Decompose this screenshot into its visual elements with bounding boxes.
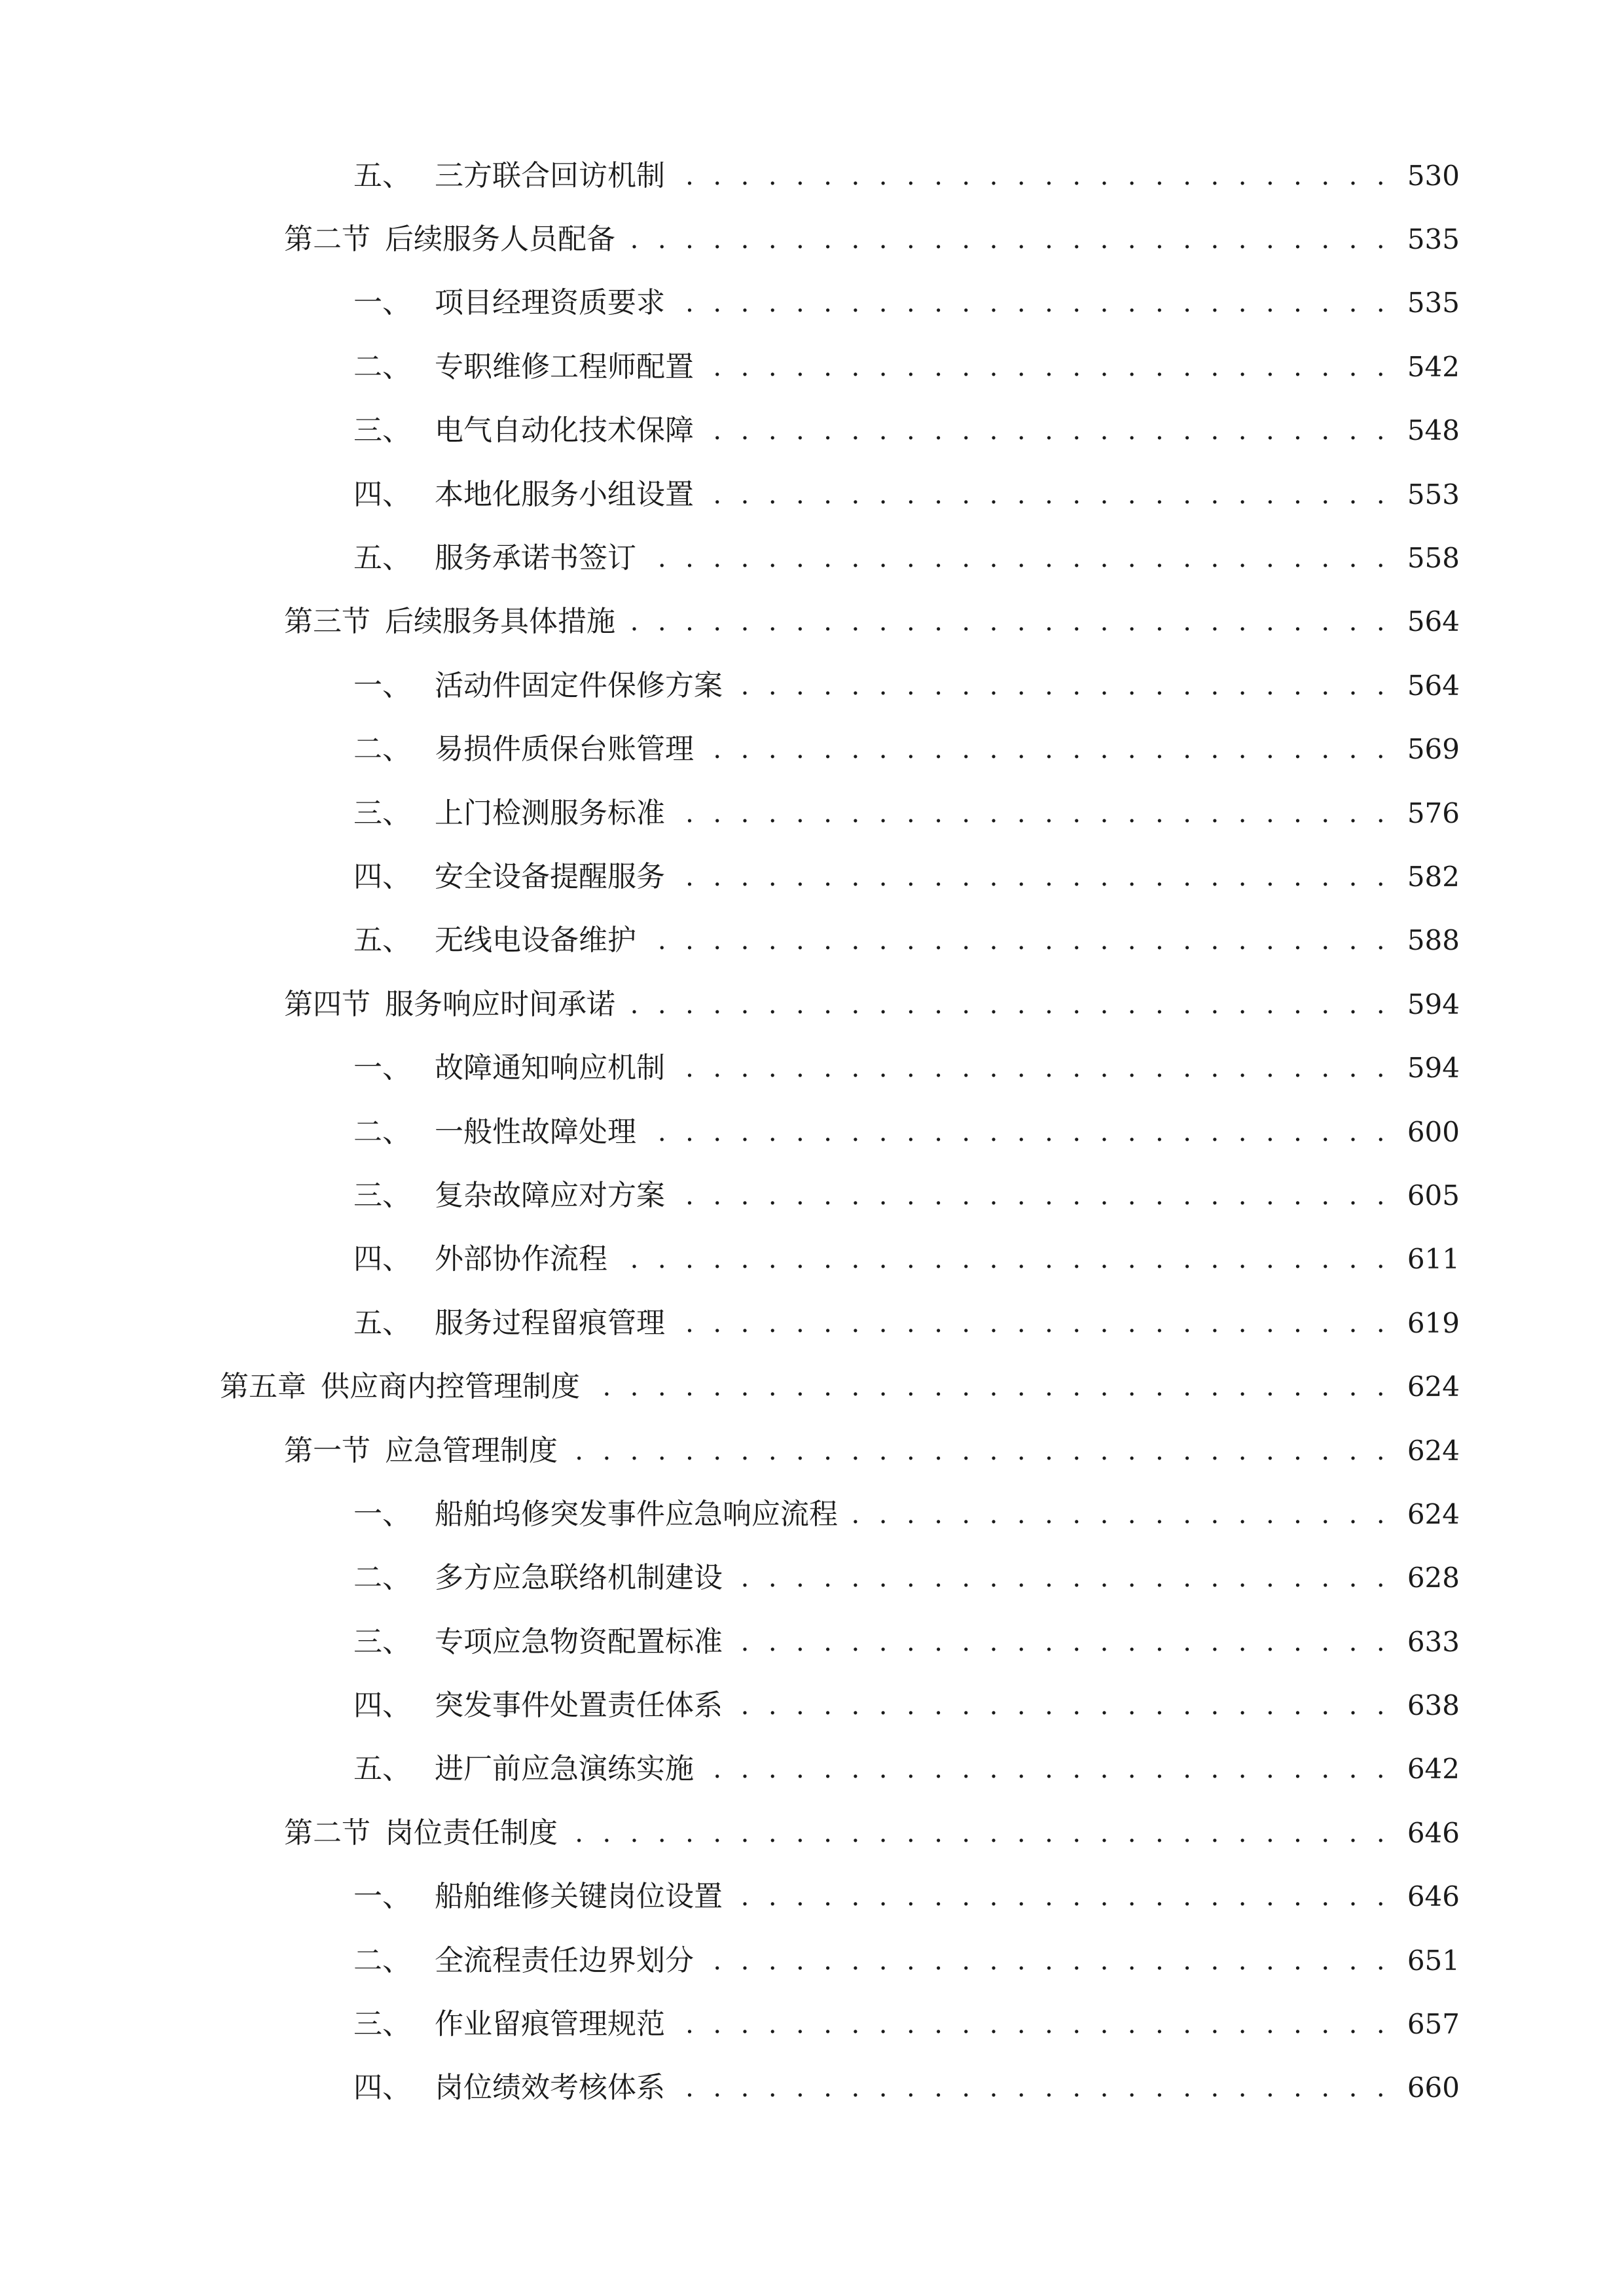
toc-entry-text (353, 1561, 727, 1595)
toc-entry-item[interactable] (0, 1228, 1624, 1291)
toc-entry-marker: 二、 (353, 1943, 411, 1977)
toc-entry-marker: 四、 (353, 2071, 411, 2105)
toc-entry-chapter[interactable] (0, 1355, 1624, 1418)
toc-entry-marker: 第五章 (220, 1370, 306, 1404)
toc-entry-title: 服务响应时间承诺 (385, 987, 615, 1021)
toc-entry-item[interactable] (0, 1291, 1624, 1355)
toc-page-number: 576 (1407, 797, 1460, 829)
toc-dot-leader (562, 1437, 1390, 1465)
toc-entry-text (353, 1752, 698, 1786)
toc-entry-marker: 四、 (353, 859, 411, 893)
toc-dot-leader (619, 990, 1390, 1019)
toc-page-number: 564 (1407, 605, 1460, 638)
toc-entry-title: 专项应急物资配置标准 (435, 1624, 723, 1659)
toc-entry-text (353, 924, 640, 958)
toc-dot-leader (669, 2073, 1390, 2102)
toc-dot-leader (669, 799, 1390, 828)
toc-entry-title: 三方联合回访机制 (435, 158, 665, 192)
toc-entry-title: 故障通知响应机制 (435, 1051, 665, 1085)
toc-entry-text (353, 1624, 727, 1659)
toc-entry-marker: 一、 (353, 668, 411, 702)
toc-entry-marker: 四、 (353, 477, 411, 511)
toc-dot-leader (727, 1882, 1390, 1911)
toc-page-number: 624 (1407, 1434, 1460, 1467)
toc-page-number: 594 (1407, 988, 1460, 1020)
toc-entry-title: 易损件质保台账管理 (435, 732, 694, 766)
toc-page-number: 600 (1407, 1115, 1460, 1148)
toc-dot-leader (698, 1946, 1390, 1975)
toc-entry-text (353, 1497, 842, 1531)
toc-entry-title: 岗位责任制度 (385, 1816, 558, 1850)
toc-entry-text (353, 1306, 669, 1340)
toc-entry-text (353, 1051, 669, 1085)
toc-entry-item[interactable] (0, 1992, 1624, 2056)
toc-page-number: 619 (1407, 1306, 1460, 1339)
toc-entry-title: 安全设备提醒服务 (435, 859, 665, 893)
toc-dot-leader (842, 1500, 1390, 1529)
toc-entry-section[interactable] (0, 973, 1624, 1036)
toc-entry-text (284, 1816, 562, 1850)
toc-entry-item[interactable] (0, 335, 1624, 399)
toc-entry-title: 外部协作流程 (435, 1242, 607, 1276)
toc-entry-marker: 二、 (353, 732, 411, 766)
toc-page-number: 588 (1407, 924, 1460, 957)
toc-page-number: 651 (1407, 1944, 1460, 1977)
toc-entry-title: 作业留痕管理规范 (435, 2007, 665, 2041)
toc-entry-text (353, 796, 669, 830)
toc-entry-title: 船舶坞修突发事件应急响应流程 (435, 1497, 838, 1531)
toc-dot-leader (669, 162, 1390, 190)
toc-page-number: 535 (1407, 223, 1460, 256)
toc-entry-text (353, 1178, 669, 1212)
toc-entry-text (284, 1433, 562, 1467)
toc-entry-title: 全流程责任边界划分 (435, 1943, 694, 1977)
toc-entry-item[interactable] (0, 1164, 1624, 1227)
toc-page-number: 542 (1407, 350, 1460, 383)
toc-page-number: 624 (1407, 1371, 1460, 1403)
toc-entry-marker: 一、 (353, 1051, 411, 1085)
toc-dot-leader (640, 1118, 1390, 1147)
toc-entry-title: 服务承诺书签订 (435, 541, 636, 575)
toc-dot-leader (669, 1309, 1390, 1338)
toc-entry-section[interactable] (0, 1419, 1624, 1482)
toc-entry-marker: 第一节 (284, 1433, 370, 1467)
toc-entry-text (353, 859, 669, 893)
toc-page-number: 535 (1407, 287, 1460, 319)
toc-entry-title: 后续服务具体措施 (385, 605, 615, 639)
toc-entry-marker: 第二节 (284, 223, 370, 257)
toc-dot-leader (727, 1564, 1390, 1592)
toc-entry-text (353, 414, 698, 448)
toc-entry-marker: 三、 (353, 796, 411, 830)
toc-entry-title: 电气自动化技术保障 (435, 414, 694, 448)
toc-entry-marker: 第二节 (284, 1816, 370, 1850)
toc-dot-leader (727, 1628, 1390, 1657)
toc-dot-leader (727, 1691, 1390, 1720)
table-of-contents (0, 144, 1624, 2120)
toc-page-number: 660 (1407, 2072, 1460, 2104)
toc-entry-marker: 二、 (353, 1561, 411, 1595)
toc-entry-item[interactable] (0, 2056, 1624, 2120)
toc-entry-marker: 五、 (353, 924, 411, 958)
toc-entry-marker: 一、 (353, 1497, 411, 1531)
toc-entry-title: 进厂前应急演练实施 (435, 1752, 694, 1786)
toc-entry-title: 专职维修工程师配置 (435, 350, 694, 384)
toc-page-number: 628 (1407, 1562, 1460, 1594)
toc-entry-text (353, 732, 698, 766)
toc-dot-leader (562, 1819, 1390, 1848)
toc-entry-item[interactable] (0, 1482, 1624, 1546)
toc-dot-leader (698, 353, 1390, 382)
toc-entry-marker: 第三节 (284, 605, 370, 639)
toc-page-number: 633 (1407, 1625, 1460, 1658)
toc-dot-leader (584, 1372, 1390, 1401)
toc-entry-item[interactable] (0, 781, 1624, 845)
toc-entry-item[interactable] (0, 1738, 1624, 1801)
toc-entry-marker: 四、 (353, 1689, 411, 1723)
toc-page-number: 553 (1407, 478, 1460, 511)
toc-entry-marker: 二、 (353, 350, 411, 384)
toc-entry-text (284, 605, 619, 639)
toc-dot-leader (669, 2010, 1390, 2039)
toc-entry-marker: 一、 (353, 1880, 411, 1914)
toc-entry-marker: 三、 (353, 2007, 411, 2041)
toc-entry-text (353, 477, 698, 511)
toc-page-number: 638 (1407, 1689, 1460, 1722)
toc-entry-title: 无线电设备维护 (435, 924, 636, 958)
toc-page-number: 624 (1407, 1498, 1460, 1530)
toc-entry-title: 船舶维修关键岗位设置 (435, 1880, 723, 1914)
toc-page-number: 530 (1407, 159, 1460, 192)
toc-entry-title: 服务过程留痕管理 (435, 1306, 665, 1340)
toc-entry-text (353, 1880, 727, 1914)
toc-entry-title: 项目经理资质要求 (435, 286, 665, 320)
toc-entry-text (284, 223, 619, 257)
toc-entry-item[interactable] (0, 399, 1624, 463)
toc-entry-section[interactable] (0, 590, 1624, 654)
toc-entry-marker: 第四节 (284, 987, 370, 1021)
toc-entry-marker: 三、 (353, 1178, 411, 1212)
toc-entry-text (353, 1689, 727, 1723)
toc-entry-title: 后续服务人员配备 (385, 223, 615, 257)
toc-page-number: 558 (1407, 542, 1460, 575)
toc-entry-marker: 四、 (353, 1242, 411, 1276)
toc-entry-item[interactable] (0, 909, 1624, 973)
toc-entry-text (353, 668, 727, 702)
toc-dot-leader (611, 1245, 1390, 1274)
toc-entry-marker: 二、 (353, 1115, 411, 1149)
toc-entry-text (220, 1370, 584, 1404)
toc-entry-item[interactable] (0, 526, 1624, 590)
toc-page-number: 657 (1407, 2008, 1460, 2041)
toc-page-number: 605 (1407, 1179, 1460, 1211)
toc-entry-text (353, 2007, 669, 2041)
toc-entry-text (353, 286, 669, 320)
toc-page-number: 646 (1407, 1816, 1460, 1849)
toc-entry-text (353, 541, 640, 575)
toc-entry-marker: 五、 (353, 541, 411, 575)
toc-page-number: 582 (1407, 860, 1460, 893)
toc-entry-title: 复杂故障应对方案 (435, 1178, 665, 1212)
toc-dot-leader (698, 416, 1390, 445)
toc-page-number: 611 (1407, 1243, 1460, 1276)
toc-dot-leader (698, 1755, 1390, 1784)
toc-page-number: 569 (1407, 733, 1460, 766)
toc-entry-item[interactable] (0, 1036, 1624, 1100)
toc-page-number: 564 (1407, 669, 1460, 702)
toc-entry-item[interactable] (0, 718, 1624, 781)
toc-entry-item[interactable] (0, 1610, 1624, 1674)
toc-dot-leader (727, 672, 1390, 700)
toc-entry-item[interactable] (0, 1100, 1624, 1164)
toc-entry-title: 活动件固定件保修方案 (435, 668, 723, 702)
toc-entry-title: 突发事件处置责任体系 (435, 1689, 723, 1723)
toc-entry-item[interactable] (0, 272, 1624, 335)
toc-dot-leader (698, 480, 1390, 509)
toc-entry-marker: 五、 (353, 1306, 411, 1340)
toc-entry-text (353, 1943, 698, 1977)
toc-dot-leader (669, 1054, 1390, 1083)
toc-entry-text (353, 1115, 640, 1149)
toc-dot-leader (640, 926, 1390, 955)
toc-entry-text (353, 158, 669, 192)
toc-entry-marker: 五、 (353, 1752, 411, 1786)
toc-dot-leader (698, 735, 1390, 764)
toc-entry-title: 多方应急联络机制建设 (435, 1561, 723, 1595)
toc-entry-item[interactable] (0, 144, 1624, 207)
toc-page-number: 594 (1407, 1052, 1460, 1085)
toc-dot-leader (669, 289, 1390, 317)
toc-entry-marker: 一、 (353, 286, 411, 320)
toc-entry-item[interactable] (0, 1674, 1624, 1737)
toc-entry-title: 本地化服务小组设置 (435, 477, 694, 511)
toc-entry-text (353, 350, 698, 384)
toc-page-number: 646 (1407, 1880, 1460, 1913)
toc-entry-item[interactable] (0, 845, 1624, 908)
toc-entry-title: 一般性故障处理 (435, 1115, 636, 1149)
toc-entry-title: 上门检测服务标准 (435, 796, 665, 830)
toc-page-number: 642 (1407, 1753, 1460, 1785)
toc-entry-title: 应急管理制度 (385, 1433, 558, 1467)
toc-dot-leader (619, 225, 1390, 254)
toc-entry-item[interactable] (0, 463, 1624, 526)
toc-entry-item[interactable] (0, 1929, 1624, 1992)
toc-entry-marker: 三、 (353, 414, 411, 448)
toc-entry-text (353, 1242, 611, 1276)
toc-dot-leader (669, 863, 1390, 891)
toc-entry-text (284, 987, 619, 1021)
toc-entry-item[interactable] (0, 654, 1624, 717)
toc-dot-leader (640, 544, 1390, 573)
toc-entry-title: 岗位绩效考核体系 (435, 2071, 665, 2105)
toc-entry-marker: 三、 (353, 1624, 411, 1659)
toc-entry-section[interactable] (0, 1801, 1624, 1865)
toc-dot-leader (619, 607, 1390, 636)
toc-entry-section[interactable] (0, 207, 1624, 271)
toc-entry-item[interactable] (0, 1547, 1624, 1610)
toc-entry-title: 供应商内控管理制度 (321, 1370, 580, 1404)
toc-entry-marker: 五、 (353, 158, 411, 192)
toc-entry-item[interactable] (0, 1865, 1624, 1929)
toc-dot-leader (669, 1181, 1390, 1210)
toc-page-number: 548 (1407, 414, 1460, 447)
toc-entry-text (353, 2071, 669, 2105)
